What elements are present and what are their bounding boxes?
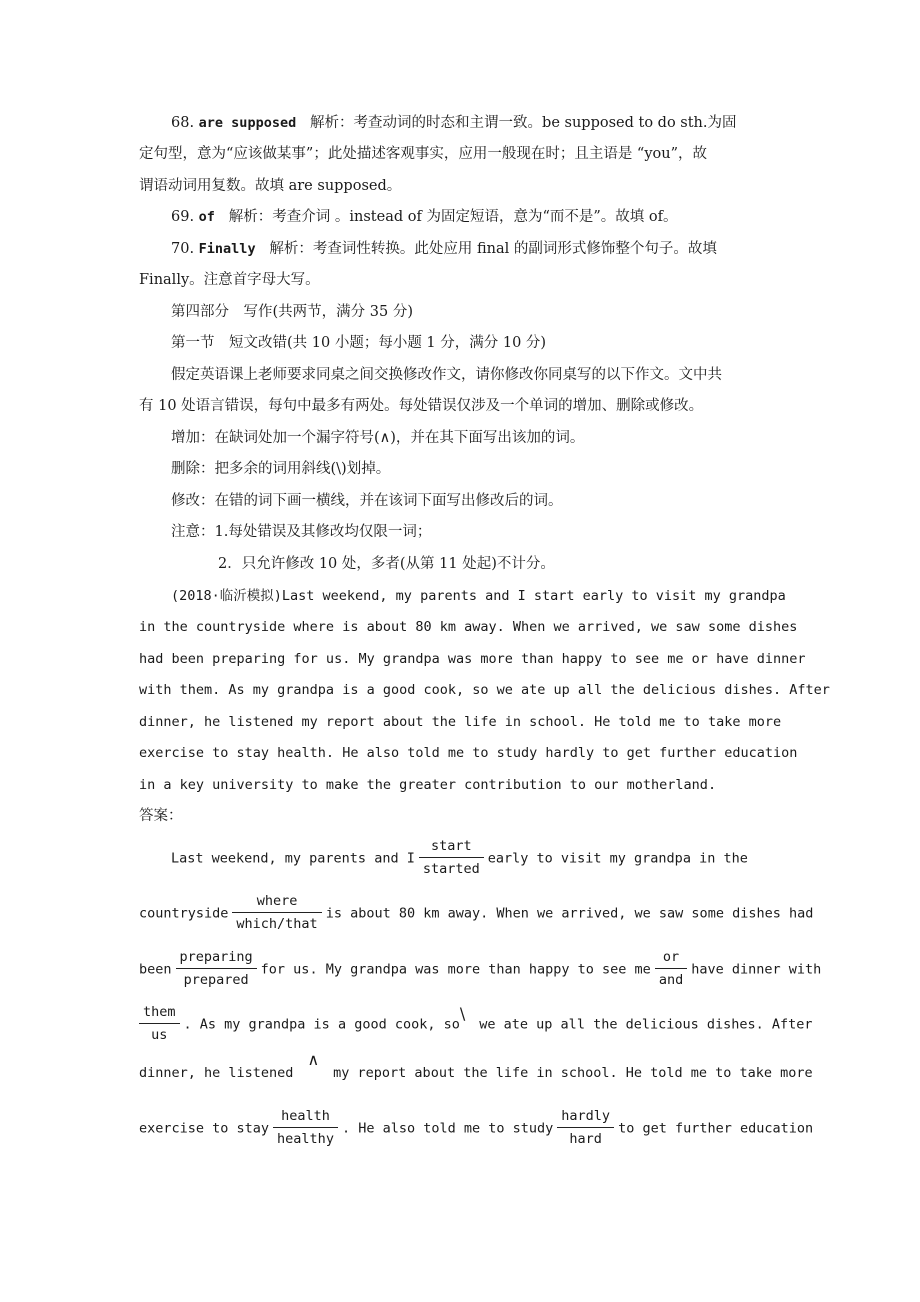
answer-text: exercise to stay — [139, 1120, 270, 1137]
correction-health — [273, 1107, 338, 1148]
answer-text: early to visit my grandpa in the — [487, 850, 748, 867]
answer-text: . He also told me to study — [341, 1120, 554, 1137]
item-70-cont1: Finally。注意首字母大写。 — [139, 272, 320, 288]
correction-them — [139, 1003, 180, 1044]
item-69 — [171, 207, 821, 227]
item-answer: are supposed — [198, 115, 297, 131]
item-68-cont1: 定句型，意为“应该做某事”；此处描述客观事实，应用一般现在时；且主语是 “you”，故 — [139, 146, 708, 162]
item-number: 68. — [171, 115, 195, 131]
answer-text: for us. My grandpa was more than happy to see me — [260, 961, 651, 978]
answer-line-2 — [139, 893, 814, 934]
corrected-word: started — [422, 861, 480, 877]
insert-caret-icon: ∧ — [307, 1050, 320, 1069]
wrong-word: where — [232, 892, 321, 913]
item-answer: Finally — [198, 241, 256, 257]
answer-text: Last weekend, my parents and I — [171, 850, 415, 867]
corrected-word: hard — [569, 1131, 602, 1147]
passage-line-1: (2018·临沂模拟)Last weekend, my parents and I start early to visit my grandpa — [171, 588, 786, 604]
passage-line-3: had been preparing for us. My grandpa was more than happy to see me or have dinner — [139, 651, 806, 667]
delete-slash-icon: \ — [459, 1003, 466, 1023]
item-68 — [171, 113, 821, 133]
section1-heading: 第一节 短文改错(共 10 小题；每小题 1 分，满分 10 分) — [171, 335, 547, 351]
item-68-cont2: 谓语动词用复数。故填 are supposed。 — [139, 178, 402, 194]
passage-line-4: with them. As my grandpa is a good cook, so we ate up all the delicious dishes. After — [139, 682, 830, 698]
passage-line-6: exercise to stay health. He also told me to study hardly to get further education — [139, 745, 798, 761]
rule-delete: 删除：把多余的词用斜线(\)划掉。 — [171, 461, 391, 477]
rule-add: 增加：在缺词处加一个漏字符号(∧)，并在其下面写出该加的词。 — [171, 430, 585, 446]
answer-line-1 — [171, 838, 821, 879]
correction-preparing — [176, 948, 257, 989]
answer-line-5 — [139, 1050, 813, 1081]
correction-start — [419, 837, 484, 878]
corrected-word: us — [151, 1027, 168, 1043]
item-analysis: 解析：考查词性转换。此处应用 final 的副词形式修饰整个句子。故填 — [269, 241, 717, 257]
wrong-word: or — [655, 948, 687, 969]
item-number: 69. — [171, 209, 195, 225]
correction-where — [232, 892, 321, 933]
passage-line-2: in the countryside where is about 80 km away. When we arrived, we saw some dishes — [139, 619, 798, 635]
wrong-word: preparing — [176, 948, 257, 969]
answer-text: dinner, he listened — [139, 1065, 294, 1081]
corrected-word: healthy — [277, 1131, 334, 1147]
wrong-word: them — [139, 1003, 180, 1024]
intro-line-2: 有 10 处语言错误，每句中最多有两处。每处错误仅涉及一个单词的增加、删除或修改。 — [139, 398, 704, 414]
answer-text: to get further education — [618, 1120, 814, 1137]
correction-or — [655, 948, 687, 989]
answer-line-3 — [139, 949, 822, 990]
answer-label: 答案： — [139, 808, 183, 824]
correction-hardly — [557, 1107, 614, 1148]
item-analysis: 解析：考查动词的时态和主谓一致。be supposed to do sth.为固 — [310, 115, 737, 131]
answer-text: my report about the life in school. He told me to take more — [333, 1065, 813, 1081]
answer-text: is about 80 km away. When we arrived, we saw some dishes had — [325, 905, 814, 922]
item-analysis: 解析：考查介词 。instead of 为固定短语，意为“而不是”。故填 of。 — [228, 209, 678, 225]
part4-heading: 第四部分 写作(共两节，满分 35 分) — [171, 304, 413, 320]
item-answer: of — [198, 209, 215, 225]
wrong-word: health — [273, 1107, 338, 1128]
answer-text: have dinner with — [691, 961, 822, 978]
item-70 — [171, 239, 821, 259]
answer-line-4 — [139, 1003, 813, 1045]
answer-text: been — [139, 961, 172, 978]
note-2: 2．只允许修改 10 处，多者(从第 11 处起)不计分。 — [218, 556, 555, 572]
note-1: 注意：1.每处错误及其修改均仅限一词； — [171, 524, 432, 540]
corrected-word: prepared — [183, 972, 249, 988]
intro-line-1: 假定英语课上老师要求同桌之间交换修改作文，请你修改你同桌写的以下作文。文中共 — [171, 367, 722, 383]
corrected-word: which/that — [236, 916, 318, 932]
deleted-word-so: so — [443, 1016, 460, 1033]
wrong-word: start — [419, 837, 484, 858]
wrong-word: hardly — [557, 1107, 614, 1128]
item-number: 70. — [171, 241, 195, 257]
rule-modify: 修改：在错的词下画一横线，并在该词下面写出修改后的词。 — [171, 493, 563, 509]
corrected-word: and — [658, 972, 684, 988]
answer-text: countryside — [139, 905, 229, 922]
answer-text: we ate up all the delicious dishes. After — [479, 1016, 813, 1033]
answer-line-6 — [139, 1108, 814, 1149]
answer-text: . As my grandpa is a good cook, — [183, 1016, 436, 1033]
passage-line-7: in a key university to make the greater contribution to our motherland. — [139, 777, 717, 793]
passage-line-5: dinner, he listened my report about the life in school. He told me to take more — [139, 714, 782, 730]
